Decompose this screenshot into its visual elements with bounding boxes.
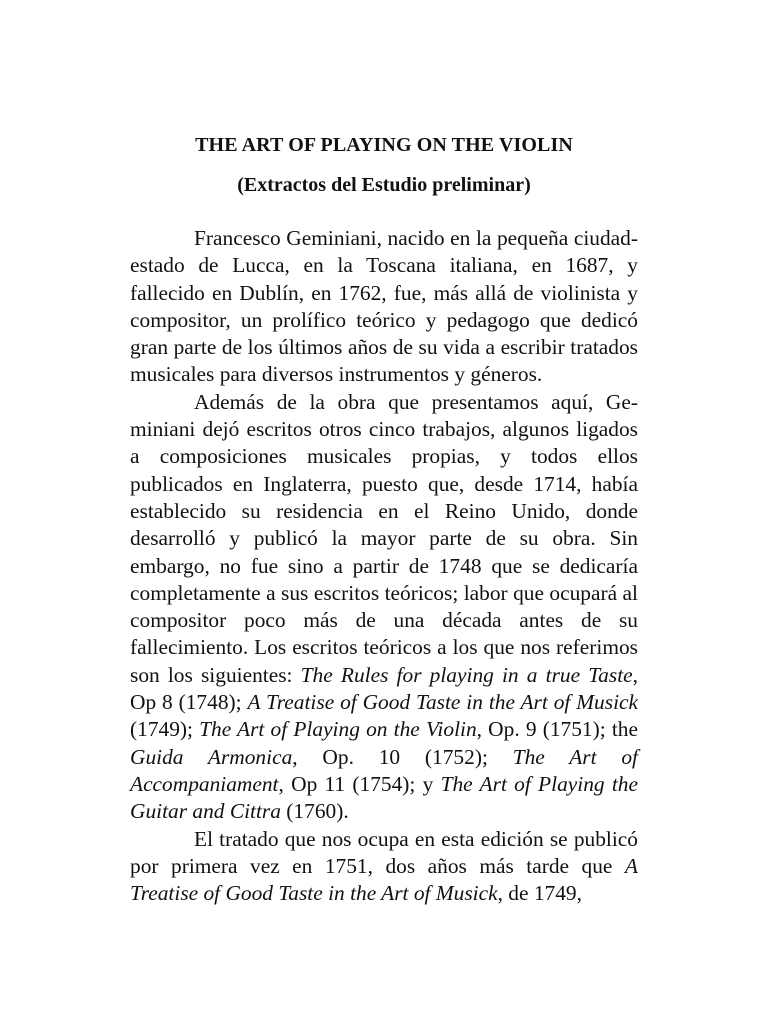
paragraph <box>130 826 638 908</box>
paragraph-text: , Op. 10 (1752); <box>292 744 513 769</box>
document-title: THE ART OF PLAYING ON THE VIOLIN <box>195 134 573 156</box>
italic-title-text: A Treatise of Good Taste in the Art of Musick <box>130 853 638 906</box>
paragraph <box>130 225 638 389</box>
italic-title-text: The Art of Playing the Guitar and Cittra <box>130 771 638 824</box>
paragraph-text: , Op 11 (1754); y <box>278 771 441 796</box>
body-text <box>130 225 638 907</box>
italic-title-text: The Art of Playing on the Violin <box>199 717 477 742</box>
paragraph-text: Francesco Geminiani, nacido en la pequeña ciudad-estado de Lucca, en la Toscana italiana, en 1687, y fallecido en Dublín, en 1762, fue, más allá de violinista y compositor, un prolífico teórico y pedagogo que dedicó gran parte de los últimos años de su vida a escribir tratados musicales para diversos instrumentos y géneros. <box>130 226 638 387</box>
paragraph-text: , de 1749, <box>497 881 582 906</box>
paragraph-text: (1749); <box>130 717 200 742</box>
italic-title-text: Guida Armonica <box>130 744 293 769</box>
paragraph-text: (1760). <box>280 799 349 824</box>
paragraph-text: , Op 8 (1748); <box>130 662 638 715</box>
italic-title-text: A Treatise of Good Taste in the Art of Musick <box>247 690 638 715</box>
italic-title-text: The Rules for playing in a true Taste <box>300 662 633 687</box>
document-subtitle: (Extractos del Estudio preliminar) <box>237 174 531 196</box>
paragraph-text: El tratado que nos ocupa en esta edición se publicó por primera vez en 1751, dos años más tarde que <box>130 826 638 878</box>
italic-title-text: The Art of Accompaniament <box>130 744 638 796</box>
paragraph <box>130 389 638 826</box>
paragraph-text: , Op. 9 (1751); the <box>476 717 639 742</box>
paragraph-text: Además de la obra que presentamos aquí, Geminiani dejó escritos otros cinco trabajos, algunos ligados a composiciones musicales propias, y todos ellos publicados en Inglaterra, puesto que, desde 1714, había establecido su residencia en el Reino Unido, donde desarrolló y publicó la mayor parte de su obra. Sin embargo, no fue sino a partir de 1748 que se dedicaría completamente a sus escritos teóricos; labor que ocupará al compositor poco más de una década antes de su fallecimiento. Los escritos teóricos a los que nos referimos son los siguientes: <box>130 389 638 687</box>
